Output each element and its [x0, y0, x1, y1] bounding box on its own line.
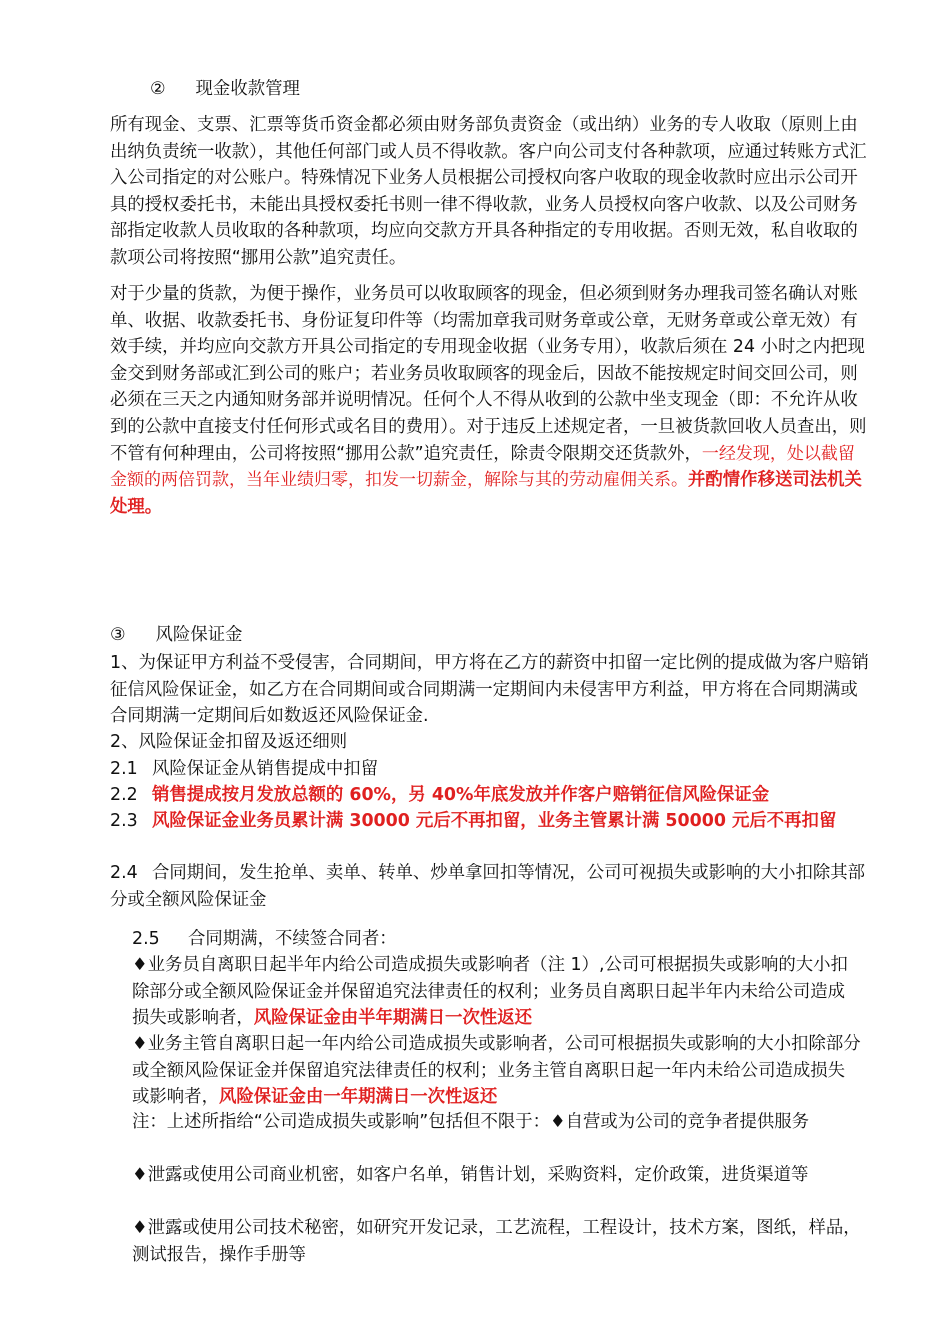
rule-2-4-text: 合同期间，发生抢单、卖单、转单、炒单拿回扣等情况，公司可视损失或影响的大小扣除其部分或全额风险保证金: [110, 863, 866, 910]
section-2-paragraph-2: [110, 281, 870, 520]
section-2-marker: ②: [150, 79, 166, 99]
bullet-supervisor: [132, 1031, 862, 1111]
section-2-paragraph-2-text: 对于少量的货款，为便于操作，业务员可以收取顾客的现金，但必须到财务办理我司签名确认对账单、收据、收款委托书、身份证复印件等（均需加章我司财务章或公章，无财务章或公章无效）有效手续，并均应向交款方开具公司指定的专用现金收据（业务专用），收款后须在 24 小时之内把现金交到财务部或汇到公司的账户；若业务员收取顾客的现金后，因故不能按规定时间交回公司，则必须在三天之内通知财务部并说明情况。任何个人不得从收到的公款中坐支现金（即：不允许从收到的公款中直接支付任何形式或名目的费用）。对于违反上述规定者，一旦被货款回收人员查出，则不管有何种理由，公司将按照“挪用公款”追究责任，除责令限期交还货款外，: [110, 284, 867, 464]
section-3-heading: [110, 622, 870, 649]
note-1: 注：上述所指给“公司造成损失或影响”包括但不限于：♦自营或为公司的竞争者提供服务: [132, 1112, 810, 1132]
rule-2-3-text: 风险保证金业务员累计满 30000 元后不再扣留，业务主管累计满 50000 元后不再扣留: [152, 811, 837, 831]
section-2-paragraph-1: 所有现金、支票、汇票等货币资金都必须由财务部负责资金（或出纳）业务的专人收取（原则上由出纳负责统一收款），其他任何部门或人员不得收款。客户向公司支付各种款项，应通过转账方式汇入公司指定的对公账户。特殊情况下业务人员根据公司授权向客户收取的现金收款时应出示公司开具的授权委托书，未能出具授权委托书则一律不得收款，业务人员授权向客户收款、以及公司财务部指定收款人员收取的各种款项，均应向交款方开具各种指定的专用收据。否则无效，私自收取的款项公司将按照“挪用公款”追究责任。: [110, 115, 867, 268]
rule-2-2: [110, 782, 870, 809]
rule-2-1: [110, 756, 870, 783]
rule-2-5: [132, 926, 862, 953]
bullet-supervisor-text: ♦业务主管自离职日起一年内给公司造成损失或影响者，公司可根据损失或影响的大小扣除部分或全额风险保证金并保留追究法律责任的权利；业务主管自离职日起一年内未给公司造成损失或影响者，: [132, 1034, 861, 1108]
rule-2-5-text: 合同期满，不续签合同者：: [188, 929, 397, 949]
rule-2-5-number: 2.5: [132, 929, 160, 949]
bullet-business-secrets: ♦泄露或使用公司商业机密，如客户名单，销售计划，采购资料，定价政策，进货渠道等: [132, 1165, 809, 1185]
legal-referral-warning: 并酌情作移送司法机关处理。: [110, 470, 862, 517]
rule-2-4-number: 2.4: [110, 863, 138, 883]
rule-2-1-text: 风险保证金从销售提成中扣留: [152, 759, 379, 779]
rule-2-1-number: 2.1: [110, 759, 138, 779]
risk-deposit-item-1: 1、为保证甲方利益不受侵害，合同期间，甲方将在乙方的薪资中扣留一定比例的提成做为客户赔销征信风险保证金，如乙方在合同期间或合同期满一定期间内未侵害甲方利益，甲方将在合同期满或合同期满一定期间后如数返还风险保证金.: [110, 653, 869, 727]
bullet-supervisor-refund: 风险保证金由一年期满日一次性返还: [218, 1087, 498, 1108]
rule-2-2-number: 2.2: [110, 785, 138, 805]
rule-2-2-text: 销售提成按月发放总额的 60%，另 40%年底发放并作客户赔销征信风险保证金: [152, 785, 770, 805]
bullet-salesperson-refund: 风险保证金由半年期满日一次性返还: [253, 1008, 533, 1029]
rule-2-4: [110, 860, 870, 913]
bullet-salesperson: [132, 952, 862, 1032]
section-2-title: 现金收款管理: [195, 79, 300, 99]
bullet-salesperson-text: ♦业务员自离职日起半年内给公司造成损失或影响者（注 1）,公司可根据损失或影响的大小扣除部分或全额风险保证金并保留追究法律责任的权利；业务员自离职日起半年内未给公司造成损失或影响者，: [132, 955, 848, 1029]
section-3-marker: ③: [110, 625, 126, 645]
section-3-title: 风险保证金: [155, 625, 243, 645]
bullet-technical-secrets: ♦泄露或使用公司技术秘密，如研究开发记录，工艺流程，工程设计，技术方案，图纸，样品，测试报告，操作手册等: [132, 1218, 861, 1265]
rule-2-3: [110, 808, 870, 835]
rule-2-3-number: 2.3: [110, 811, 138, 831]
penalty-warning: 一经发现，处以截留金额的两倍罚款，当年业绩归零，扣发一切薪金，解除与其的劳动雇佣关系。: [110, 443, 855, 491]
risk-deposit-item-2: 2、风险保证金扣留及返还细则: [110, 732, 348, 752]
section-2-heading: [110, 76, 870, 103]
